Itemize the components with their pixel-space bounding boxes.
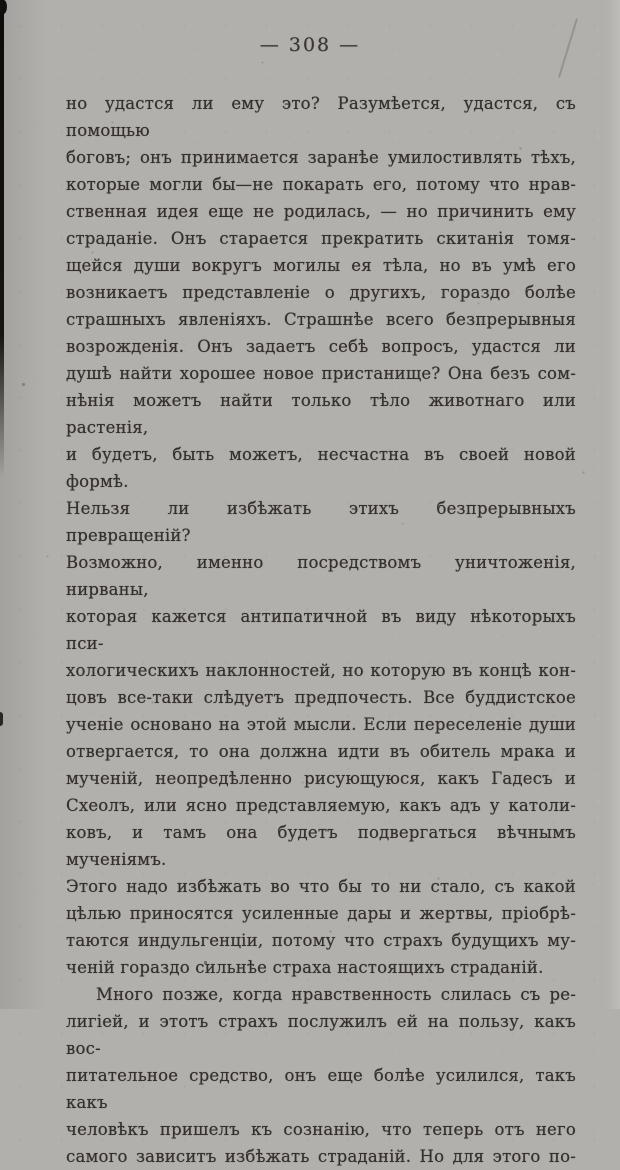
text-line: и будетъ, быть можетъ, несчастна въ своей новой формѣ. (66, 445, 576, 491)
text-line: хологическихъ наклонностей, но которую въ концѣ кон- (66, 661, 576, 680)
text-line: таются индульгенціи, потому что страхъ будущихъ му- (66, 931, 576, 950)
text-line: возрожденія. Онъ задаетъ себѣ вопросъ, удастся ли (66, 337, 576, 356)
text-line: ученіе основано на этой мысли. Если переселеніе души (66, 715, 576, 734)
text-line: Нельзя ли избѣжать этихъ безпрерывныхъ превращеній? (66, 499, 576, 545)
scan-gutter-shadow (0, 0, 48, 1009)
text-line: самого зависитъ избѣжать страданій. Но для этого по- (66, 1147, 576, 1166)
text-line: но удастся ли ему это? Разумѣется, удастся, съ помощью (66, 94, 576, 140)
text-line: которая кажется антипатичной въ виду нѣкоторыхъ пси- (66, 607, 576, 653)
text-line: боговъ; онъ принимается заранѣе умилостивлять тѣхъ, (66, 148, 576, 167)
scan-edge-mark (0, 712, 3, 726)
text-line: Возможно, именно посредствомъ уничтоженія, нирваны, (66, 553, 576, 599)
text-line: возникаетъ представленіе о другихъ, гораздо болѣе (66, 283, 576, 302)
text-line: лигіей, и этотъ страхъ послужилъ ей на пользу, какъ вос- (66, 1012, 576, 1058)
paper-specks (0, 0, 1, 1)
text-line: которые могли бы—не покарать его, потому что нрав- (66, 175, 576, 194)
text-line: ченій гораздо сильнѣе страха настоящихъ страданій. (66, 958, 544, 977)
text-line: Много позже, когда нравственность слилась съ ре- (96, 985, 576, 1004)
paragraph (66, 90, 576, 981)
paragraph (66, 981, 576, 1170)
text-line: цѣлью приносятся усиленные дары и жертвы, пріобрѣ- (66, 904, 576, 923)
text-line: страшныхъ явленіяхъ. Страшнѣе всего безпрерывныя (66, 310, 576, 329)
text-line: питательное средство, онъ еще болѣе усилился, такъ какъ (66, 1066, 576, 1112)
text-line: цовъ все-таки слѣдуетъ предпочесть. Все буддистское (66, 688, 576, 707)
page-number: — 308 — (259, 34, 361, 56)
text-line: душѣ найти хорошее новое пристанище? Она безъ сом- (66, 364, 576, 383)
scan-corner-mark (0, 0, 7, 14)
text-line: ковъ, и тамъ она будетъ подвергаться вѣчнымъ мученіямъ. (66, 823, 576, 869)
scan-right-edge-band (606, 0, 620, 1009)
text-line: страданіе. Онъ старается прекратить скитанія томя- (66, 229, 576, 248)
scan-edge-strip (0, 0, 4, 478)
text-line: мученій, неопредѣленно рисующуюся, какъ Гадесъ и (66, 769, 576, 788)
text-block (66, 90, 576, 1170)
text-line: Схеолъ, или ясно представляемую, какъ адъ у католи- (66, 796, 576, 815)
page-header (0, 34, 620, 56)
text-line: щейся души вокругъ могилы ея тѣла, но въ умѣ его (66, 256, 576, 275)
text-line: человѣкъ пришелъ къ сознанію, что теперь отъ него (66, 1120, 576, 1139)
text-line: Этого надо избѣжать во что бы то ни стало, съ какой (66, 877, 576, 896)
text-line: отвергается, то она должна идти въ обитель мрака и (66, 742, 576, 761)
text-line: нѣнія можетъ найти только тѣло животнаго или растенія, (66, 391, 576, 437)
text-line: ственная идея еще не родилась, — но причинить ему (66, 202, 576, 221)
